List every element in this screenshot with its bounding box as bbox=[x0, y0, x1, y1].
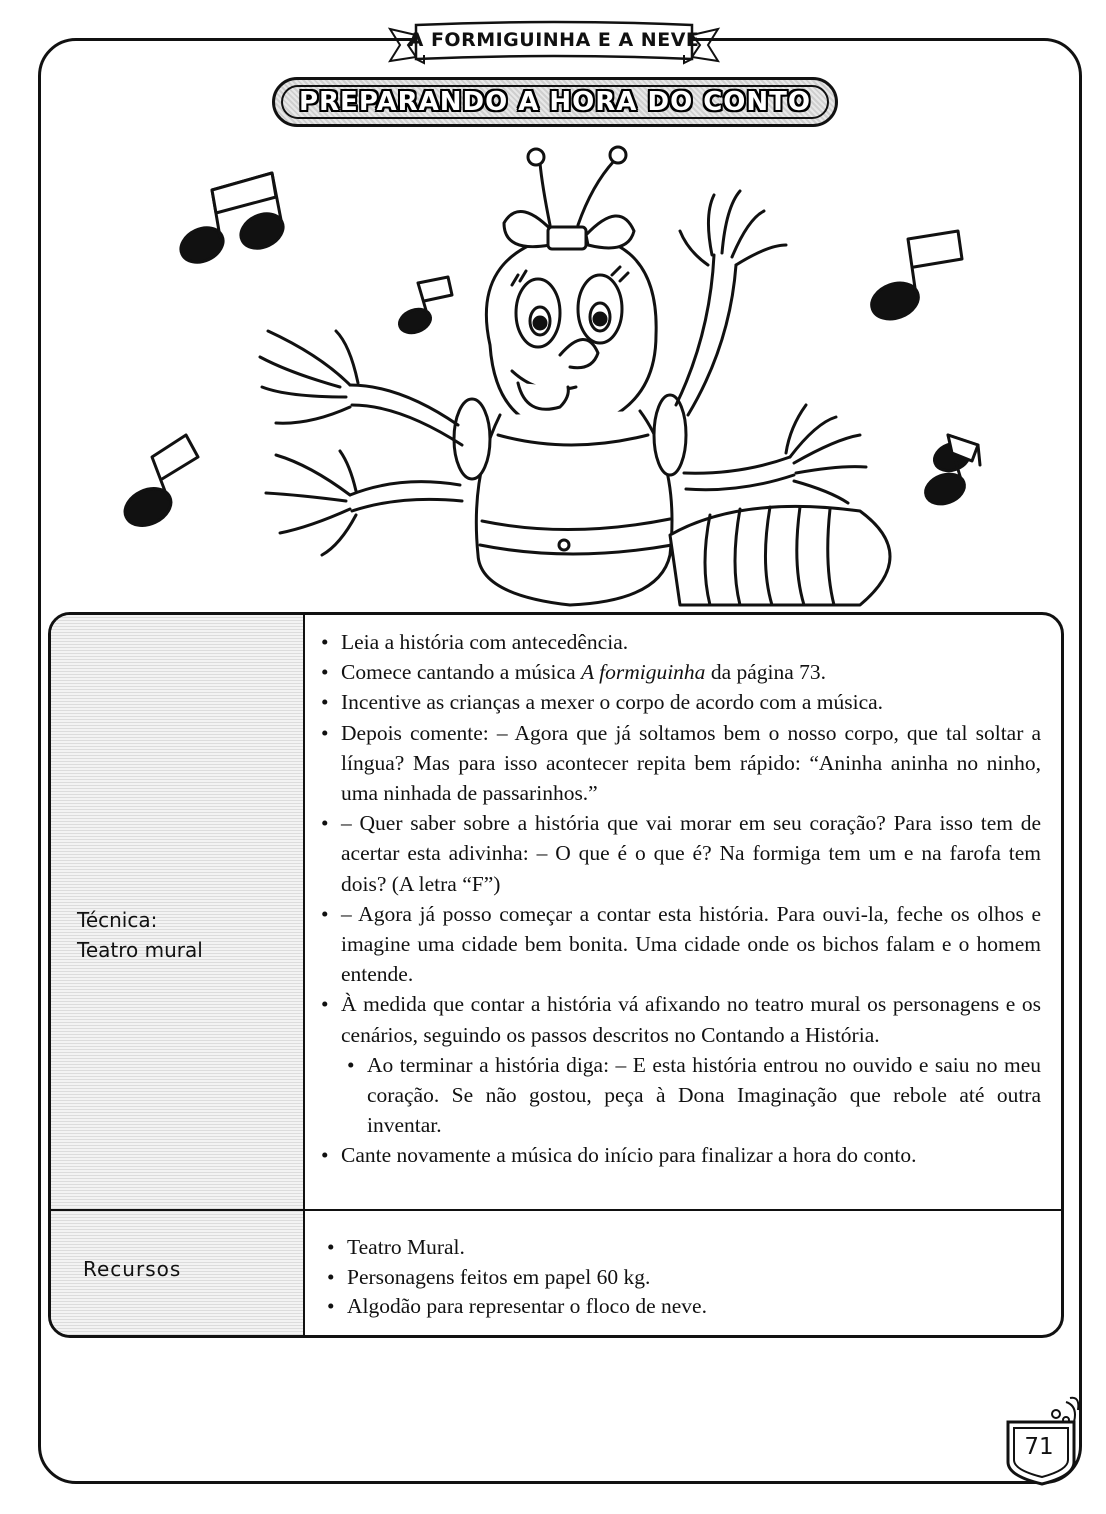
banner-text: A FORMIGUINHA E A NEVE bbox=[408, 29, 700, 51]
step-item: • – Agora já posso começar a contar esta história. Para ouvi-la, feche os olhos e imagine uma cidade bem bonita. Uma cidade onde os bichos falam e o homem entende. bbox=[319, 899, 1041, 990]
step-item: • Depois comente: – Agora que já soltamos bem o nosso corpo, que tal soltar a língua? Mas para isso acontecer repita bem rápido: “Aninha aninha no ninho, uma ninhada de passarinhos.” bbox=[319, 718, 1041, 809]
technique-label-cell bbox=[77, 905, 203, 965]
step-item: • – Quer saber sobre a história que vai morar em seu coração? Para isso tem de acertar esta adivinha: – O que é o que é? Na formiga tem um e na farofa tem dois? (A letra “F”) bbox=[319, 808, 1041, 899]
step-item: • À medida que contar a história vá afixando no teatro mural os personagens e os cenários, seguindo os passos descritos no Contando a História. bbox=[319, 989, 1041, 1049]
label-column bbox=[51, 615, 305, 1335]
page-number: 71 bbox=[1024, 1434, 1054, 1460]
music-note-icon bbox=[175, 173, 288, 269]
technique-label: Técnica: bbox=[77, 908, 158, 932]
music-note-icon bbox=[921, 435, 980, 509]
ant-illustration bbox=[100, 135, 1020, 615]
step-item: • Incentive as crianças a mexer o corpo de acordo com a música. bbox=[319, 687, 1041, 717]
step-item: • Leia a história com antecedência. bbox=[319, 627, 1041, 657]
step-subitem: • Ao terminar a história diga: – E esta história entrou no ouvido e saiu no meu coração. Se não gostou, peça à Dona Imaginação que rebole até outra inventar. bbox=[345, 1050, 1041, 1141]
music-note-icon bbox=[119, 435, 198, 533]
row-divider bbox=[51, 1209, 1061, 1211]
steps-list bbox=[319, 627, 1041, 1171]
page-title bbox=[272, 77, 838, 127]
resource-item: • Algodão para representar o floco de neve. bbox=[325, 1292, 1025, 1322]
page-number-badge bbox=[1004, 1396, 1082, 1486]
step-item: • Comece cantando a música A formiguinha da página 73. bbox=[319, 657, 1041, 687]
resource-item: • Personagens feitos em papel 60 kg. bbox=[325, 1263, 1025, 1293]
technique-value: Teatro mural bbox=[77, 938, 203, 962]
resources-label: Recursos bbox=[83, 1257, 182, 1281]
instructions-table bbox=[48, 612, 1064, 1338]
music-note-icon bbox=[396, 277, 452, 337]
step-item: • Cante novamente a música do início para finalizar a hora do conto. bbox=[319, 1140, 1041, 1170]
series-banner bbox=[386, 17, 722, 67]
music-note-icon bbox=[867, 231, 962, 325]
resource-item: • Teatro Mural. bbox=[325, 1233, 1025, 1263]
page-title-text: PREPARANDO A HORA DO CONTO bbox=[298, 87, 811, 117]
resources-list bbox=[325, 1233, 1025, 1322]
